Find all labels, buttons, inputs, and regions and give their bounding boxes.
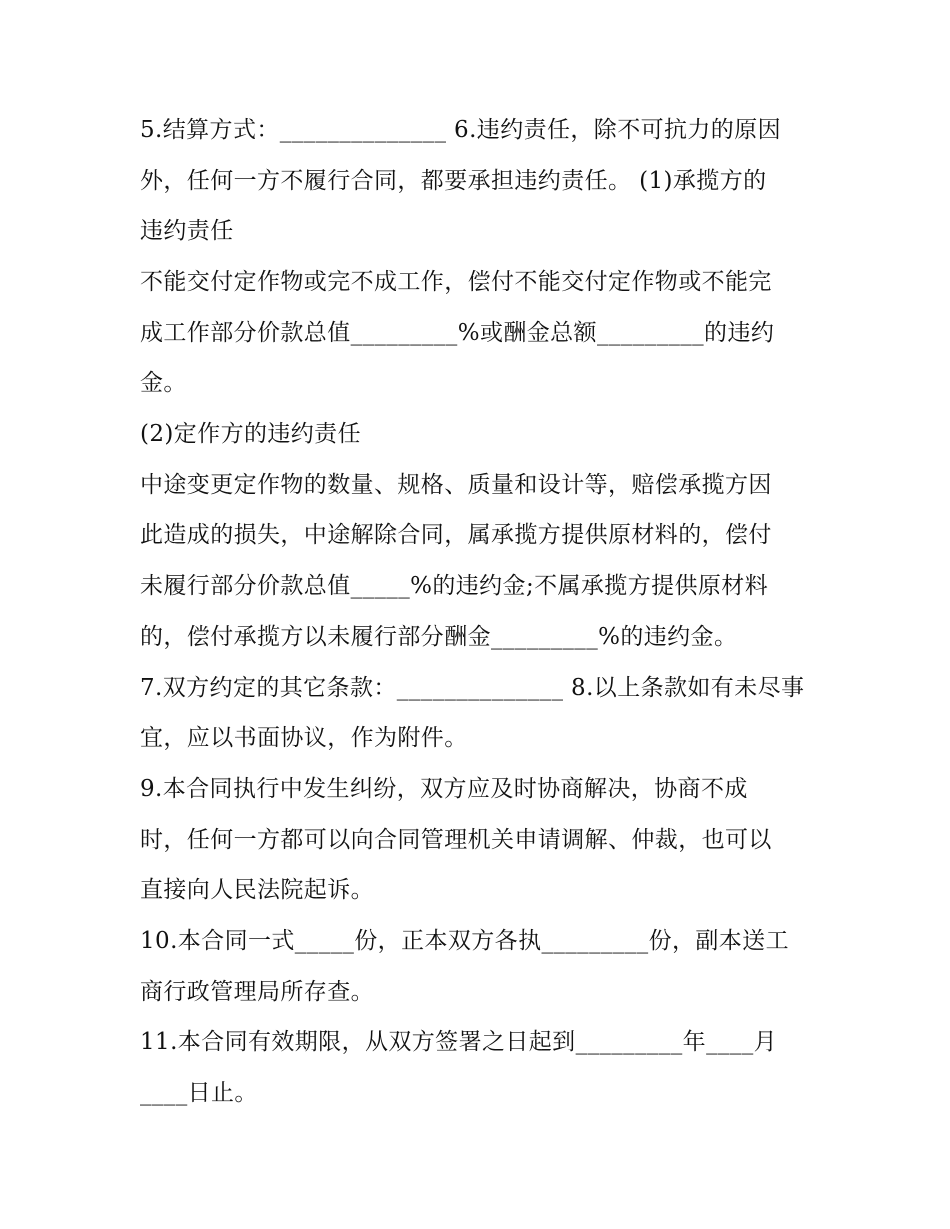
- text-line: 中途变更定作物的数量、规格、质量和设计等，赔偿承揽方因: [140, 472, 772, 498]
- text-line: ____日止。: [140, 1080, 258, 1106]
- text-line: 10.本合同一式_____份，正本双方各执_________份，副本送工: [140, 928, 789, 954]
- text-line: 直接向人民法院起诉。: [140, 877, 374, 903]
- text-line: 时，任何一方都可以向合同管理机关申请调解、仲裁，也可以: [140, 827, 772, 853]
- text-line: 外，任何一方不履行合同，都要承担违约责任。 (1)承揽方的: [140, 168, 767, 194]
- text-line: 11.本合同有效期限，从双方签署之日起到_________年____月: [140, 1029, 778, 1055]
- text-line: (2)定作方的违约责任: [140, 421, 361, 447]
- text-line: 5.结算方式：______________ 6.违约责任，除不可抗力的原因: [140, 117, 781, 143]
- text-line: 未履行部分价款总值_____%的违约金;不属承揽方提供原材料: [140, 573, 769, 599]
- text-line: 7.双方约定的其它条款：______________ 8.以上条款如有未尽事: [140, 675, 805, 701]
- text-line: 金。: [140, 370, 187, 396]
- text-line: 此造成的损失，中途解除合同，属承揽方提供原材料的，偿付: [140, 522, 772, 548]
- text-line: 商行政管理局所存查。: [140, 979, 374, 1005]
- text-line: 成工作部分价款总值_________%或酬金总额_________的违约: [140, 320, 775, 346]
- text-line: 的，偿付承揽方以未履行部分酬金_________%的违约金。: [140, 624, 738, 650]
- text-line: 宜，应以书面协议，作为附件。: [140, 725, 468, 751]
- text-line: 违约责任: [140, 218, 234, 244]
- text-line: 不能交付定作物或完不成工作，偿付不能交付定作物或不能完: [140, 269, 772, 295]
- text-line: 9.本合同执行中发生纠纷，双方应及时协商解决，协商不成: [140, 776, 748, 802]
